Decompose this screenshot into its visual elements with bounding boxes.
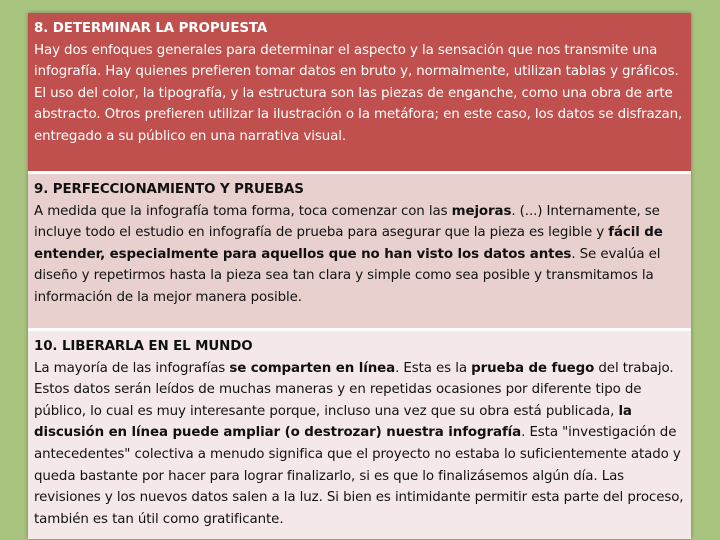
section-body-text: . (...) Internamente, se incluye todo el estudio en infografía de prueba para asegurar que la pieza es legible y	[34, 203, 660, 241]
section-body: Hay dos enfoques generales para determinar el aspecto y la sensación que nos transmite una infografía. Hay quienes prefieren tomar datos en bruto y, normalmente, utilizan tablas y gráficos. El uso del color, la tipografía, y la estructura son las piezas de enganche, como una obra de arte abstracto. Otros prefieren utilizar la ilustración o la metáfora; en este caso, los datos se disfrazan, entregado a su público en una narrativa visual.	[34, 42, 683, 144]
section-title: 10. LIBERARLA EN EL MUNDO	[34, 339, 253, 354]
section-title: 8. DETERMINAR LA PROPUESTA	[34, 21, 268, 36]
section-body-text: . Se evalúa el diseño y repetirmos hasta la pieza sea tan clara y simple como sea posible y transmitamos la información de la mejor manera posible.	[34, 246, 661, 305]
section-body-emphasis: mejoras	[451, 203, 512, 219]
section-body-emphasis: la discusión en línea puede ampliar (o destrozar) nuestra infografía	[34, 403, 632, 441]
section-title: 9. PERFECCIONAMIENTO Y PRUEBAS	[34, 182, 304, 197]
section-perfeccionamiento	[28, 174, 691, 328]
slide	[28, 13, 691, 539]
section-body-text: . Esta "investigación de antecedentes" colectiva a menudo significa que el proyecto no estaba lo suficientemente atado y queda bastante por hacer para lograr finalizarlo, si es que lo finalizásemos algún día. Las revisiones y los nuevos datos salen a la luz. Si bien es intimidante permitir esta parte del proceso, también es tan útil como gratificante.	[34, 425, 684, 527]
section-body-text: . Esta es la	[395, 360, 472, 376]
section-body-emphasis: prueba de fuego	[471, 360, 595, 376]
section-body-text: del trabajo. Estos datos serán leídos de muchas maneras y en repetidas ocasiones por diferente tipo de público, lo cual es muy interesante porque, incluso una vez que su obra está publicada,	[34, 360, 674, 419]
section-body-emphasis: se comparten en línea	[229, 360, 396, 376]
section-liberarla	[28, 331, 691, 539]
section-body-emphasis: fácil de entender, especialmente para aquellos que no han visto los datos antes	[34, 225, 663, 262]
section-body-text: La mayoría de las infografías	[34, 360, 230, 376]
section-body-text: A medida que la infografía toma forma, toca comenzar con las	[34, 203, 452, 219]
section-determinar-propuesta	[28, 13, 691, 171]
